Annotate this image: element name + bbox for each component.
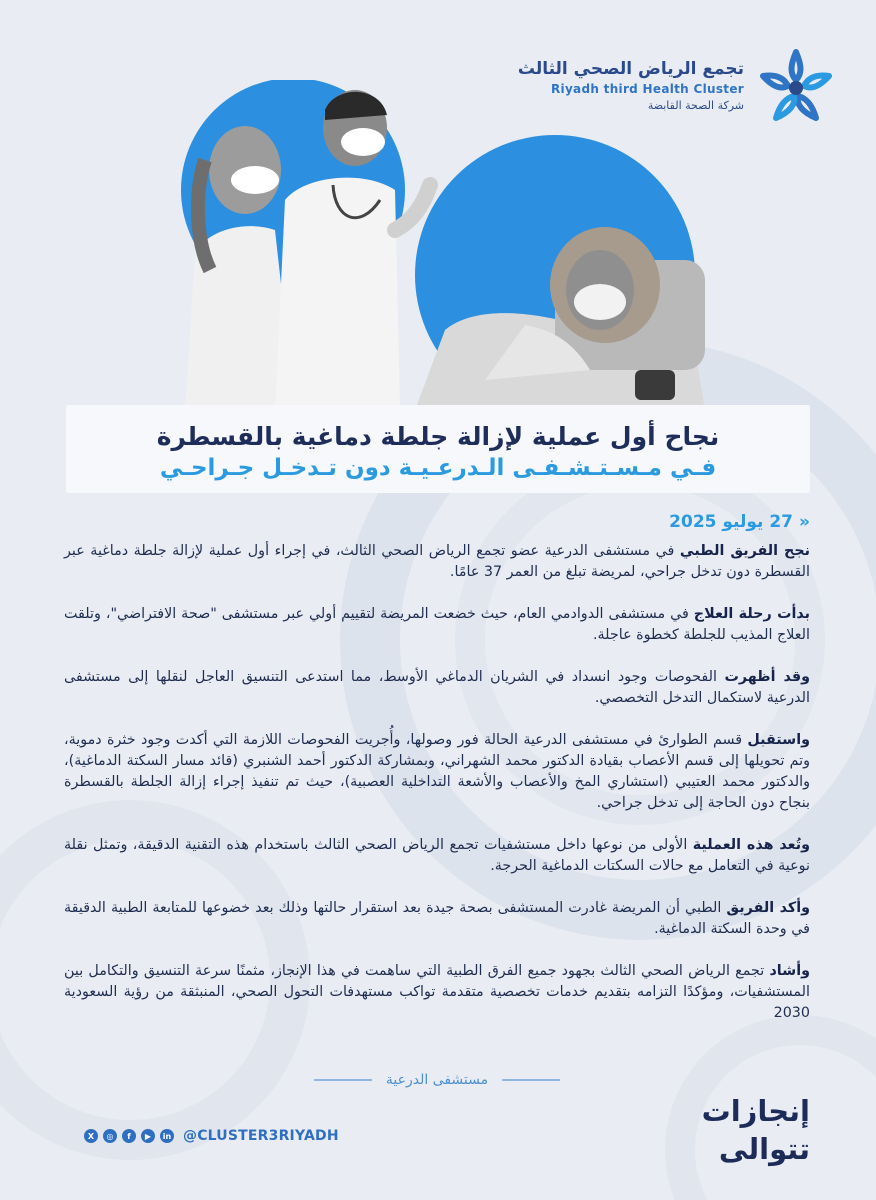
headline-banner [66,405,810,493]
divider-line [314,1079,372,1081]
paragraph-lead: وأكد الفريق [726,900,810,916]
paragraph-lead: بدأت رحلة العلاج [693,606,810,622]
headline-line-1: نجاح أول عملية لإزالة جلطة دماغية بالقسطرة [156,422,720,451]
youtube-icon[interactable]: ▶ [141,1129,155,1143]
tagline-line-1: إنجازات [701,1094,810,1128]
article-paragraph [64,604,810,646]
paragraph-lead: نجح الفريق الطبي [679,543,810,559]
social-handle[interactable]: @CLUSTER3RIYADH [183,1128,339,1144]
x-icon[interactable]: X [84,1129,98,1143]
article-paragraph [64,541,810,583]
article-paragraph [64,961,810,1024]
cluster-star-logo-icon [756,46,836,126]
tagline [702,1092,810,1168]
paragraph-lead: وأشاد [769,963,810,979]
article-date-line [64,512,810,533]
paragraph-lead: وتُعد هذه العملية [692,837,810,853]
brand-name-ar: تجمع الرياض الصحي الثالث [517,59,744,79]
article-paragraph [64,730,810,814]
tagline-line-2: تتوالى [718,1132,810,1166]
paragraph-text: في مستشفى الدوادمي العام، حيث خضعت المريضة لتقييم أولي عبر مستشفى "صحة الافتراضي"، وتلقت العلاج المذيب للجلطة كخطوة عاجلة. [64,606,810,643]
chevron-double-icon: « [799,512,810,532]
article-body [64,512,810,1045]
facebook-icon[interactable]: f [122,1129,136,1143]
hero-photo [175,80,715,410]
hospital-name: مستشفى الدرعية [385,1072,489,1088]
linkedin-icon[interactable]: in [160,1129,174,1143]
brand-subtitle: شركة الصحة القابضة [647,99,744,112]
paragraph-text: في مستشفى الدرعية عضو تجمع الرياض الصحي الثالث، في إجراء أول عملية لإزالة جلطة دماغية عبر القسطرة دون تدخل جراحي، لمريضة تبلغ من العمر 37 عامًا. [64,543,810,580]
paragraph-text: قسم الطوارئ في مستشفى الدرعية الحالة فور وصولها، وأُجريت الفحوصات اللازمة التي أكدت وجود خثرة دموية، وتم تحويلها إلى قسم الأعصاب بقيادة الدكتور محمد الشهراني، وبمشاركة الدكتور أحمد الشنبري (قائد مسار السكتة الدماغية)، والدكتور محمد العتيبي (استشاري المخ والأعصاب والأشعة التداخلية العصبية)، حيث تم تنفيذ إجراء إزالة الجلطة بالقسطرة بنجاح دون الحاجة إلى تدخل جراحي. [64,732,810,811]
article-date: 27 يوليو 2025 [669,512,794,532]
article-paragraph [64,667,810,709]
paragraph-lead: واستقبل [747,732,810,748]
hospital-signature [312,1070,562,1090]
social-links [84,1128,339,1144]
paragraph-lead: وقد أظهرت [724,669,810,685]
paragraph-text: الطبي أن المريضة غادرت المستشفى بصحة جيدة بعد استقرار حالتها وذلك بعد خضوعها للمتابعة الطبية الدقيقة في وحدة السكتة الدماغية. [64,900,810,937]
paragraph-text: تجمع الرياض الصحي الثالث بجهود جميع الفرق الطبية التي ساهمت في هذا الإنجاز، مثمنًا سرعة التنسيق والتكامل بين المستشفيات، ومؤكدًا التزامه بتقديم خدمات تخصصية متقدمة تواكب مستهدفات التحول الصحي، المنبثقة من رؤية السعودية 2030 [64,963,810,1021]
paragraph-text: الأولى من نوعها داخل مستشفيات تجمع الرياض الصحي الثالث باستخدام هذه التقنية الدقيقة، وتمثل نقلة نوعية في التعامل مع حالات السكتات الدماغية الحرجة. [64,837,810,874]
paragraph-text: الفحوصات وجود انسداد في الشريان الدماغي الأوسط، مما استدعى التنسيق العاجل لنقلها إلى مستشفى الدرعية لاستكمال التدخل التخصصي. [64,669,810,706]
headline-line-2: فـي مـسـتـشـفـى الـدرعـيـة دون تـدخـل جـراحـي [159,455,717,481]
article-paragraph [64,835,810,877]
article-paragraph [64,898,810,940]
divider-line [502,1079,560,1081]
brand-name-en: Riyadh third Health Cluster [550,82,744,96]
instagram-icon[interactable]: ◎ [103,1129,117,1143]
